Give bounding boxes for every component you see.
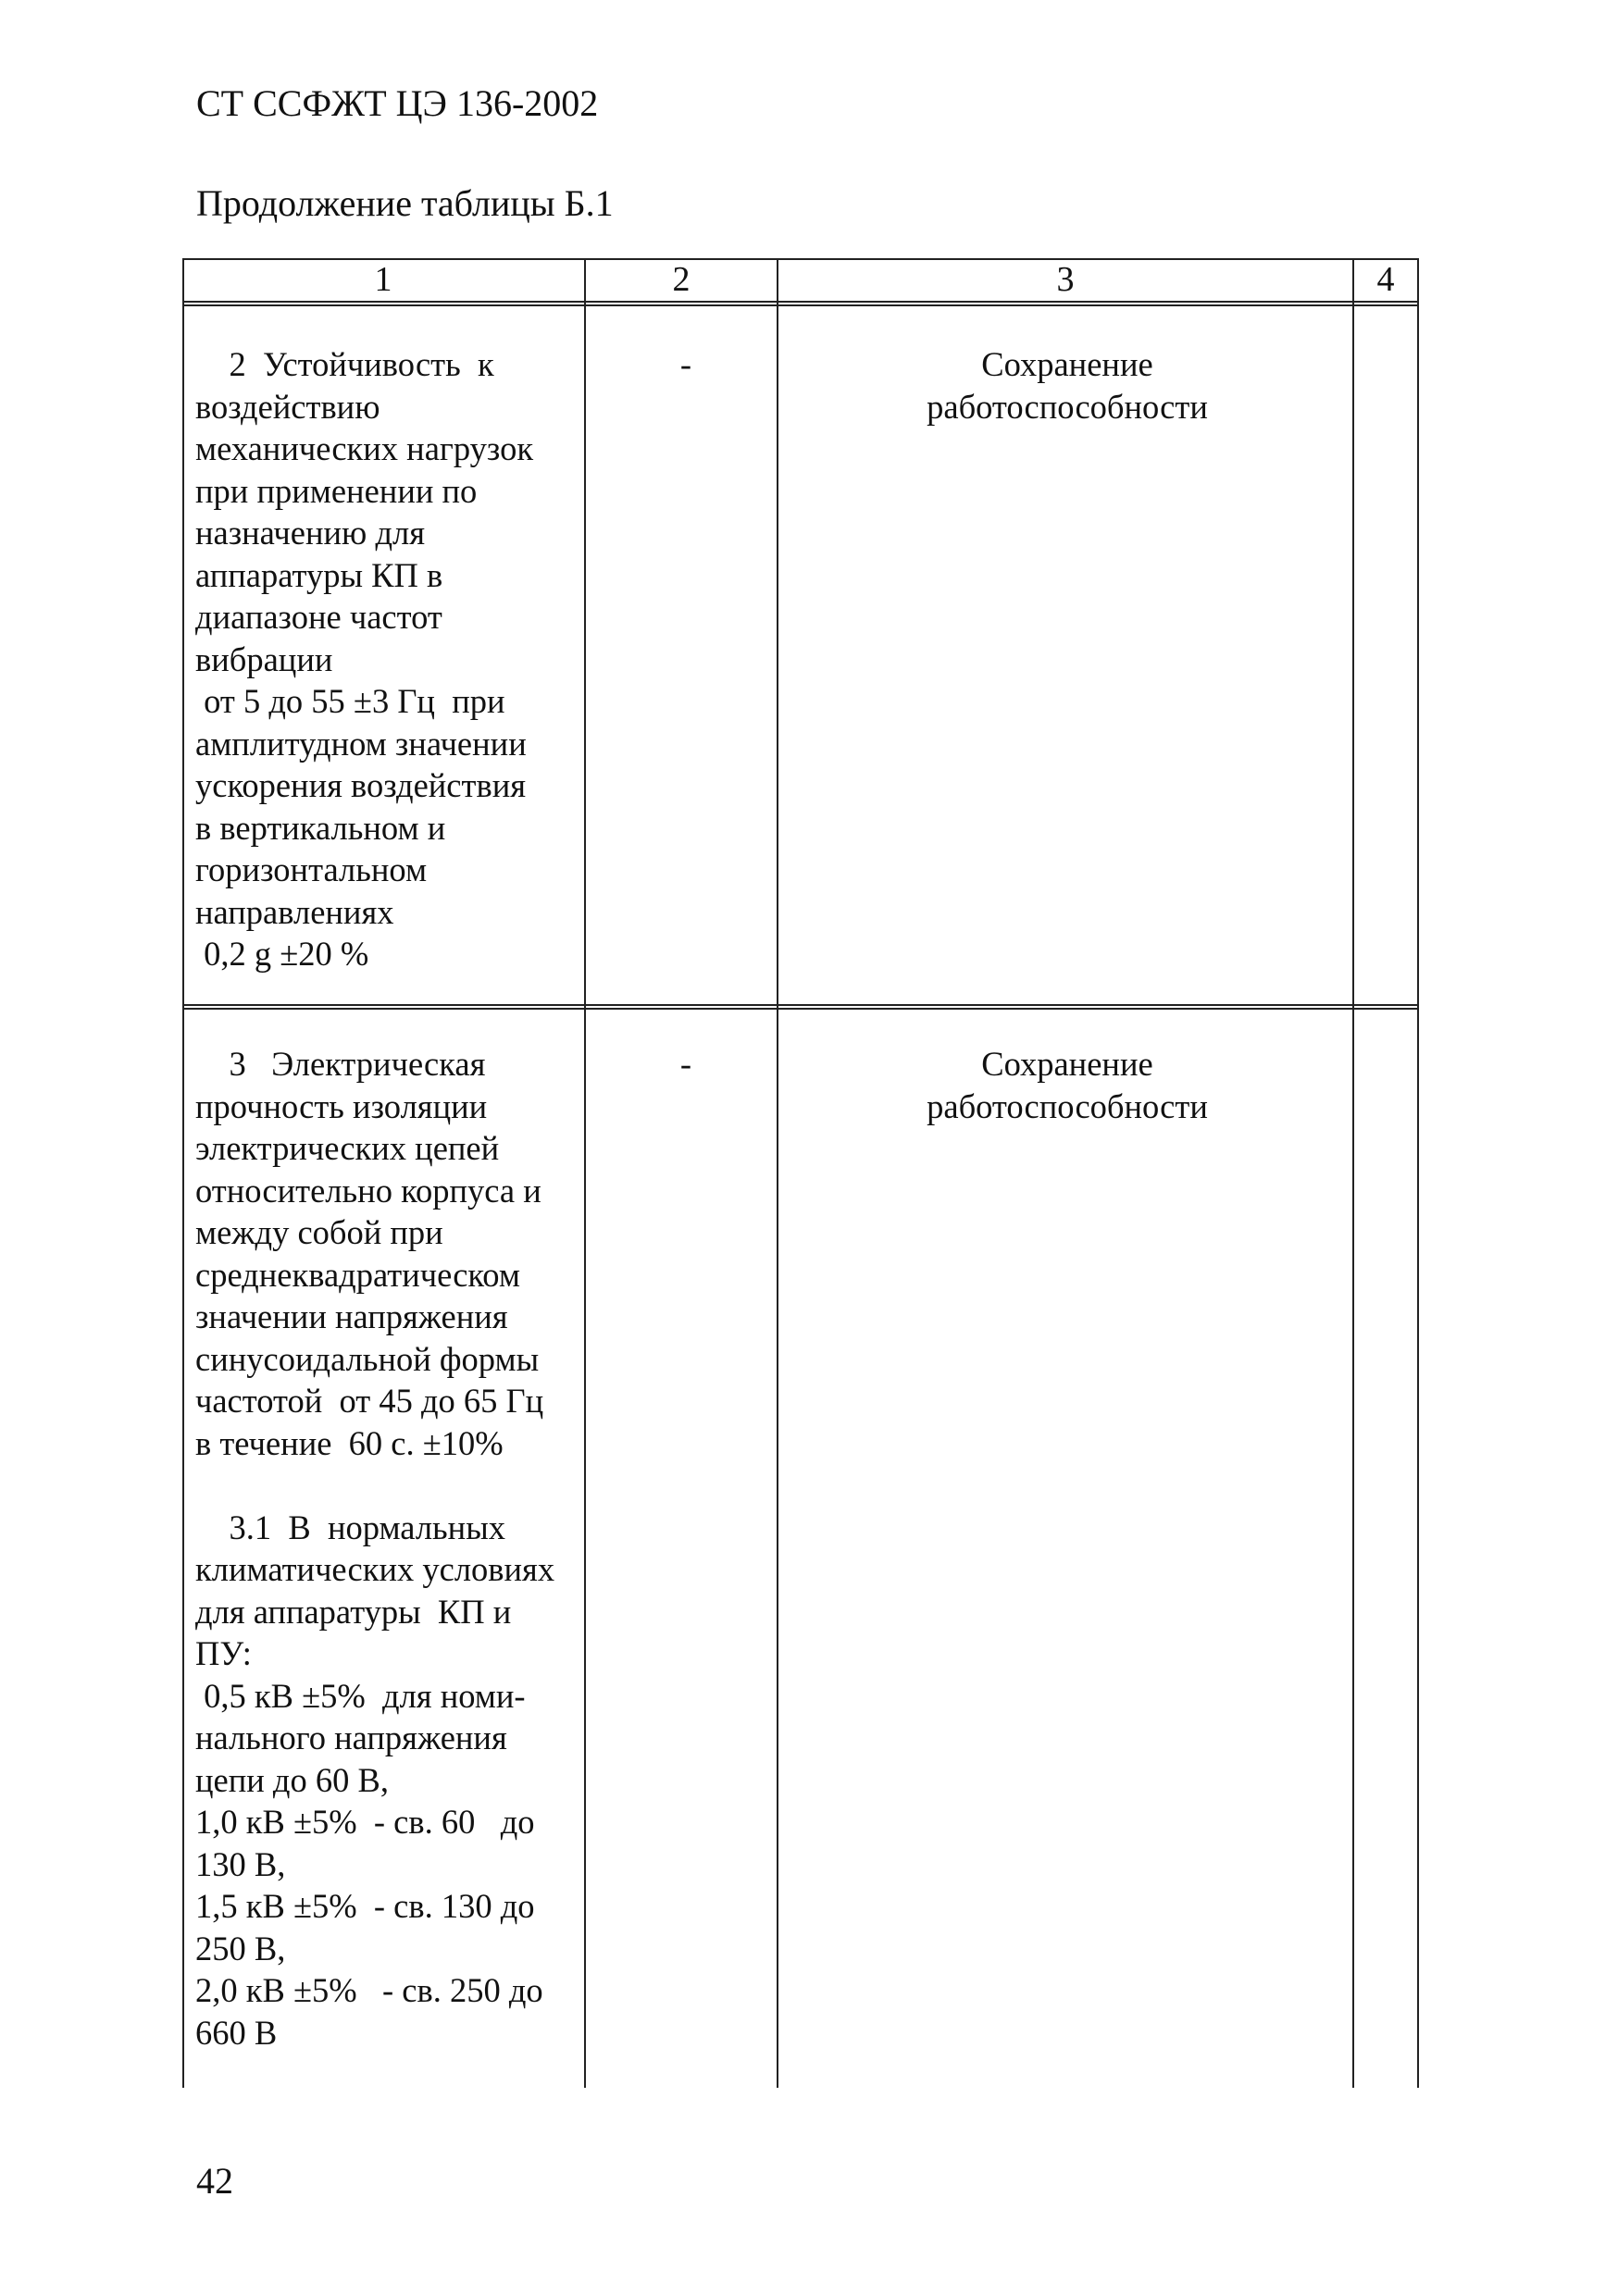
row-divider-inner <box>182 1008 1419 1010</box>
row-2-criterion: Сохранение работоспособности <box>927 1045 1208 1125</box>
table-left-border <box>182 258 184 2088</box>
column-header-2: 2 <box>672 260 691 299</box>
row-1-criterion: Сохранение работоспособности <box>927 345 1208 426</box>
table-right-border <box>1417 258 1419 2088</box>
document-code: СТ ССФЖТ ЦЭ 136-2002 <box>196 82 599 124</box>
row-2-value: - <box>679 1045 692 1083</box>
header-bottom-border <box>182 301 1419 303</box>
row-1-value: - <box>679 345 692 383</box>
header-bottom-border-inner <box>182 304 1419 306</box>
row-divider <box>182 1004 1419 1006</box>
row-1-requirement: 2 Устойчивость к воздействию механических нагрузок при применении по назначению для аппаратуры КП в диапазоне частот вибрации от 5 до 55 ±3 Гц при амплитудном значении ускорения воздействия в вертикальном и горизонтальном направлениях 0,2 g ±20 % <box>195 345 534 973</box>
requirements-table <box>182 258 1419 2088</box>
column-header-4: 4 <box>1376 260 1395 299</box>
column-divider-3 <box>1352 258 1354 2088</box>
column-divider-1 <box>584 258 586 2088</box>
row-2-requirement: 3 Электрическая прочность изоляции электрических цепей относительно корпуса и между собой при среднеквадратическом значении напряжения синусоидальной формы частотой от 45 до 65 Гц в течение 60 с. ±10% 3.1 В нормальных климатических условиях для аппаратуры КП и ПУ: 0,5 кВ ±5% для номи- нального напряжения цепи до 60 В, 1,0 кВ ±5% - св. 60 до 130 В, 1,5 кВ ±5% - св. 130 до 250 В, 2,0 кВ ±5% - св. 250 до 660 В <box>195 1045 555 2052</box>
column-header-3: 3 <box>1056 260 1075 299</box>
column-divider-2 <box>777 258 778 2088</box>
column-header-1: 1 <box>374 260 392 299</box>
table-caption: Продолжение таблицы Б.1 <box>196 182 614 224</box>
page-number: 42 <box>196 2160 233 2202</box>
